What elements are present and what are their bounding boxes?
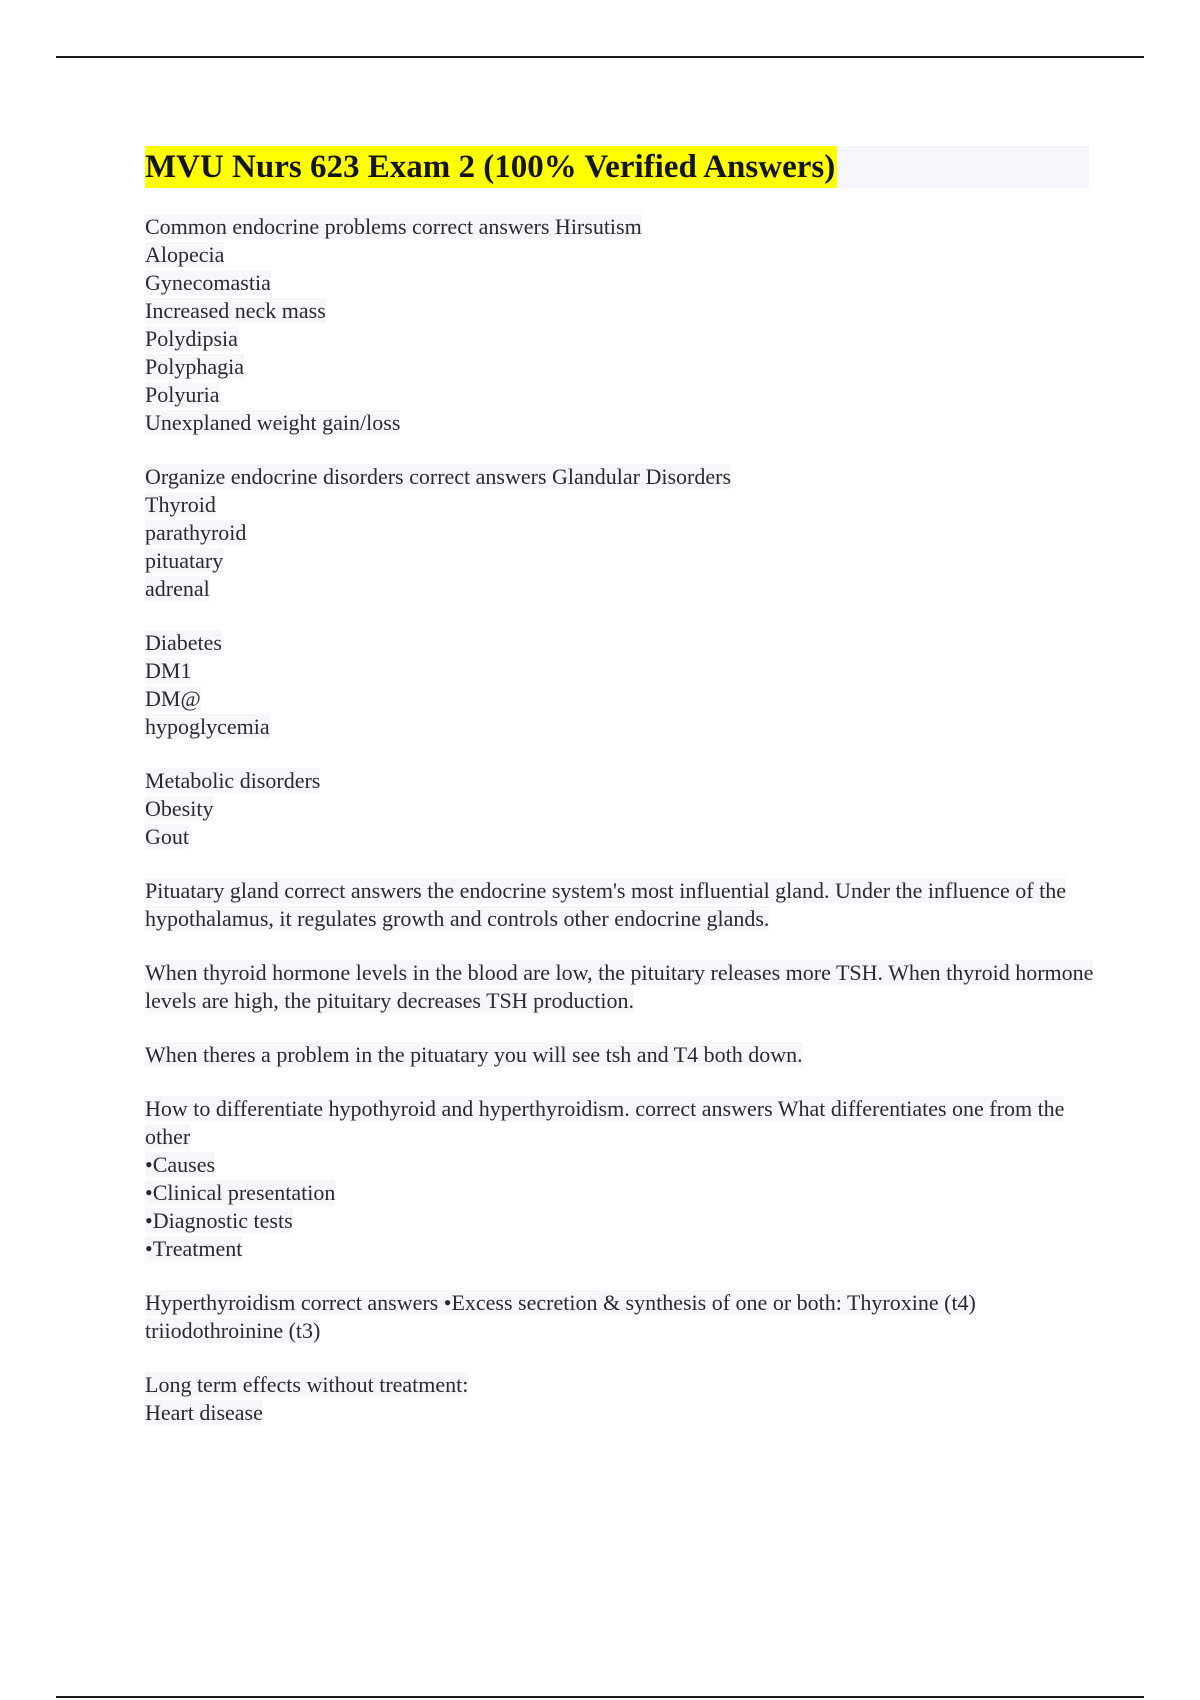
- list-item: DM@: [145, 686, 201, 711]
- list-item: •Treatment: [145, 1236, 243, 1261]
- hyperthyroidism-paragraph: Hyperthyroidism correct answers •Excess secretion & synthesis of one or both: Thyroxine (t4) triiodothroinine (t3): [145, 1290, 976, 1343]
- header-rule: [56, 56, 1144, 58]
- list-item: Heart disease: [145, 1400, 263, 1425]
- list-item: •Clinical presentation: [145, 1180, 336, 1205]
- list-item: Alopecia: [145, 242, 225, 267]
- common-endocrine-problems: [145, 213, 1095, 437]
- list-item: Obesity: [145, 796, 214, 821]
- list-item: •Diagnostic tests: [145, 1208, 293, 1233]
- long-term-effects-list: [145, 1371, 1095, 1427]
- list-item: Diabetes: [145, 630, 222, 655]
- list-item: Gout: [145, 824, 189, 849]
- pituatary-gland-paragraph: Pituatary gland correct answers the endocrine system's most influential gland. Under the influence of the hypothalamus, it regulates growth and controls other endocrine glands.: [145, 878, 1066, 931]
- list-item: Unexplaned weight gain/loss: [145, 410, 401, 435]
- list-item: Thyroid: [145, 492, 216, 517]
- document-body: [145, 213, 1095, 1453]
- list-item: Metabolic disorders: [145, 768, 321, 793]
- list-item: Long term effects without treatment:: [145, 1372, 469, 1397]
- differentiate-thyroid-list: [145, 1095, 1095, 1263]
- list-item: How to differentiate hypothyroid and hyperthyroidism. correct answers What differentiates one from the other: [145, 1096, 1065, 1149]
- list-item: •Causes: [145, 1152, 216, 1177]
- document-title: MVU Nurs 623 Exam 2 (100% Verified Answers): [145, 146, 837, 188]
- organize-endocrine-disorders: [145, 463, 1095, 603]
- diabetes-list: [145, 629, 1095, 741]
- pituatary-problem-paragraph: When theres a problem in the pituatary you will see tsh and T4 both down.: [145, 1042, 803, 1067]
- list-item: Polyuria: [145, 382, 220, 407]
- list-item: Common endocrine problems correct answers Hirsutism: [145, 214, 642, 239]
- list-item: Increased neck mass: [145, 298, 326, 323]
- list-item: pituatary: [145, 548, 224, 573]
- list-item: parathyroid: [145, 520, 247, 545]
- list-item: Gynecomastia: [145, 270, 271, 295]
- list-item: hypoglycemia: [145, 714, 270, 739]
- metabolic-disorders-list: [145, 767, 1095, 851]
- list-item: DM1: [145, 658, 192, 683]
- list-item: Polyphagia: [145, 354, 244, 379]
- list-item: Organize endocrine disorders correct answers Glandular Disorders: [145, 464, 732, 489]
- footer-rule: [56, 1696, 1144, 1698]
- tsh-regulation-paragraph: When thyroid hormone levels in the blood are low, the pituitary releases more TSH. When thyroid hormone levels are high, the pituitary decreases TSH production.: [145, 960, 1094, 1013]
- list-item: Polydipsia: [145, 326, 238, 351]
- list-item: adrenal: [145, 576, 210, 601]
